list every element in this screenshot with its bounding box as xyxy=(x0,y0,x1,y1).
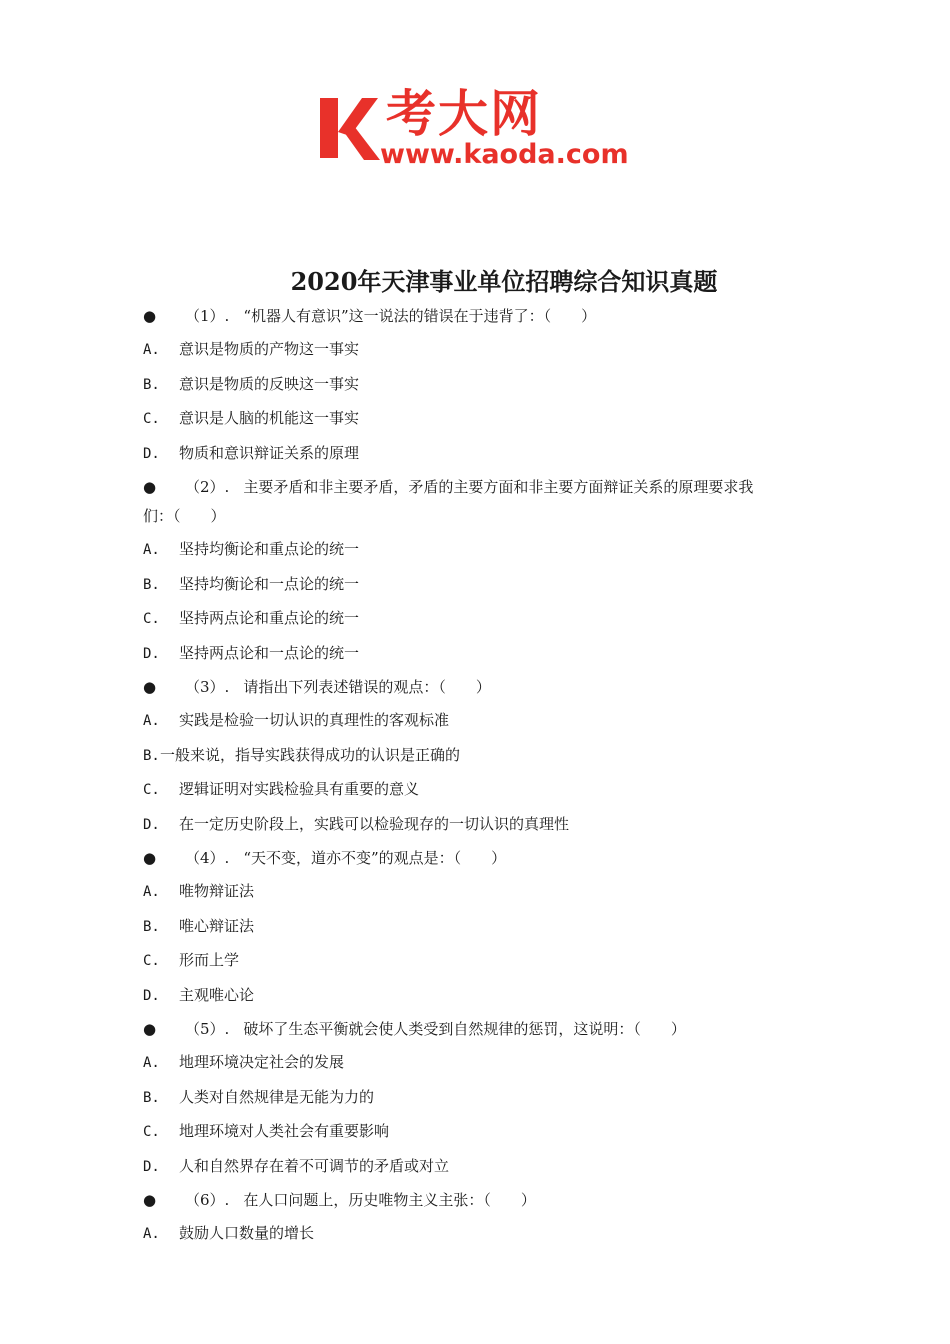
option-letter: A. xyxy=(143,342,160,358)
option-text: 地理环境对人类社会有重要影响 xyxy=(179,1122,390,1140)
option-letter: C. xyxy=(143,411,160,427)
bullet-icon: ● xyxy=(143,849,157,867)
option-text: 一般来说，指导实践获得成功的认识是正确的 xyxy=(160,745,461,764)
question-6 xyxy=(143,1184,823,1217)
option-letter: D. xyxy=(143,645,160,662)
question-number: （2）. xyxy=(185,478,230,496)
question-text: 在人口问题上，历史唯物主义主张：（ ） xyxy=(243,1191,536,1209)
question-text: “天不变，道亦不变”的观点是：（ ） xyxy=(243,849,507,867)
question-text-continued: 们：（ ） xyxy=(143,507,226,525)
option-c xyxy=(143,402,823,437)
option-a xyxy=(143,533,823,568)
option-a xyxy=(143,1217,823,1252)
option-letter: C. xyxy=(143,611,160,627)
option-b xyxy=(143,739,823,774)
question-1 xyxy=(143,300,823,333)
question-text: 请指出下列表述错误的观点：（ ） xyxy=(243,678,491,696)
option-text: 意识是物质的产物这一事实 xyxy=(179,340,360,358)
option-letter: A. xyxy=(143,1226,160,1242)
option-d xyxy=(143,637,823,672)
option-letter: A. xyxy=(143,713,160,729)
question-2 xyxy=(143,473,823,531)
bullet-icon: ● xyxy=(143,678,157,696)
bullet-icon: ● xyxy=(143,307,157,325)
option-letter: C. xyxy=(143,1124,160,1140)
option-text: 形而上学 xyxy=(179,951,240,969)
option-letter: D. xyxy=(143,987,160,1004)
option-a xyxy=(143,333,823,368)
option-d xyxy=(143,808,823,843)
option-c xyxy=(143,773,823,808)
question-list xyxy=(143,300,823,1252)
option-letter: B. xyxy=(143,576,160,593)
option-text: 人和自然界存在着不可调节的矛盾或对立 xyxy=(179,1156,450,1175)
option-letter: C. xyxy=(143,953,160,969)
question-number: （5）. xyxy=(185,1020,230,1038)
option-text: 意识是物质的反映这一事实 xyxy=(179,374,360,393)
logo-url-text: www.kaoda.com xyxy=(380,139,629,170)
option-letter: B. xyxy=(143,376,160,393)
option-text: 人类对自然规律是无能为力的 xyxy=(179,1087,375,1106)
page-title: 2020年天津事业单位招聘综合知识真题 xyxy=(290,267,718,296)
option-text: 意识是人脑的机能这一事实 xyxy=(179,409,360,427)
option-text: 主观唯心论 xyxy=(179,985,255,1004)
option-text: 坚持两点论和重点论的统一 xyxy=(179,609,360,627)
option-c xyxy=(143,1115,823,1150)
option-letter: B. xyxy=(143,747,160,764)
option-text: 坚持均衡论和一点论的统一 xyxy=(179,574,360,593)
logo-chinese-text: 考大网 xyxy=(386,85,542,143)
option-text: 逻辑证明对实践检验具有重要的意义 xyxy=(179,780,420,798)
option-text: 地理环境决定社会的发展 xyxy=(179,1053,345,1071)
option-letter: D. xyxy=(143,445,160,462)
option-a xyxy=(143,704,823,739)
option-letter: D. xyxy=(143,1158,160,1175)
option-text: 坚持均衡论和重点论的统一 xyxy=(179,540,360,558)
question-3 xyxy=(143,671,823,704)
question-text: “机器人有意识”这一说法的错误在于违背了：（ ） xyxy=(243,307,597,325)
bullet-icon: ● xyxy=(143,1191,157,1209)
option-text: 唯心辩证法 xyxy=(179,916,255,935)
option-text: 物质和意识辩证关系的原理 xyxy=(179,443,360,462)
question-number: （3）. xyxy=(185,678,230,696)
question-number: （4）. xyxy=(185,849,230,867)
option-letter: C. xyxy=(143,782,160,798)
bullet-icon: ● xyxy=(143,478,157,496)
option-b xyxy=(143,568,823,603)
option-text: 鼓励人口数量的增长 xyxy=(179,1224,315,1242)
option-letter: B. xyxy=(143,918,160,935)
option-d xyxy=(143,979,823,1014)
option-letter: B. xyxy=(143,1089,160,1106)
option-letter: A. xyxy=(143,542,160,558)
option-letter: D. xyxy=(143,816,160,833)
option-d xyxy=(143,437,823,472)
option-text: 在一定历史阶段上，实践可以检验现存的一切认识的真理性 xyxy=(179,814,570,833)
question-number: （6）. xyxy=(185,1191,230,1209)
option-b xyxy=(143,368,823,403)
option-b xyxy=(143,1081,823,1116)
option-c xyxy=(143,944,823,979)
question-number: （1）. xyxy=(185,307,230,325)
option-d xyxy=(143,1150,823,1185)
option-letter: A. xyxy=(143,884,160,900)
question-4 xyxy=(143,842,823,875)
option-letter: A. xyxy=(143,1055,160,1071)
option-a xyxy=(143,1046,823,1081)
question-text: 主要矛盾和非主要矛盾，矛盾的主要方面和非主要方面辩证关系的原理要求我 xyxy=(243,478,754,496)
kaoda-logo xyxy=(318,85,648,174)
bullet-icon: ● xyxy=(143,1020,157,1038)
option-text: 实践是检验一切认识的真理性的客观标准 xyxy=(179,711,450,729)
option-a xyxy=(143,875,823,910)
question-text: 破坏了生态平衡就会使人类受到自然规律的惩罚，这说明：（ ） xyxy=(243,1020,686,1038)
option-c xyxy=(143,602,823,637)
option-b xyxy=(143,910,823,945)
option-text: 坚持两点论和一点论的统一 xyxy=(179,643,360,662)
question-5 xyxy=(143,1013,823,1046)
option-text: 唯物辩证法 xyxy=(179,882,255,900)
k-logo-icon xyxy=(318,92,380,164)
